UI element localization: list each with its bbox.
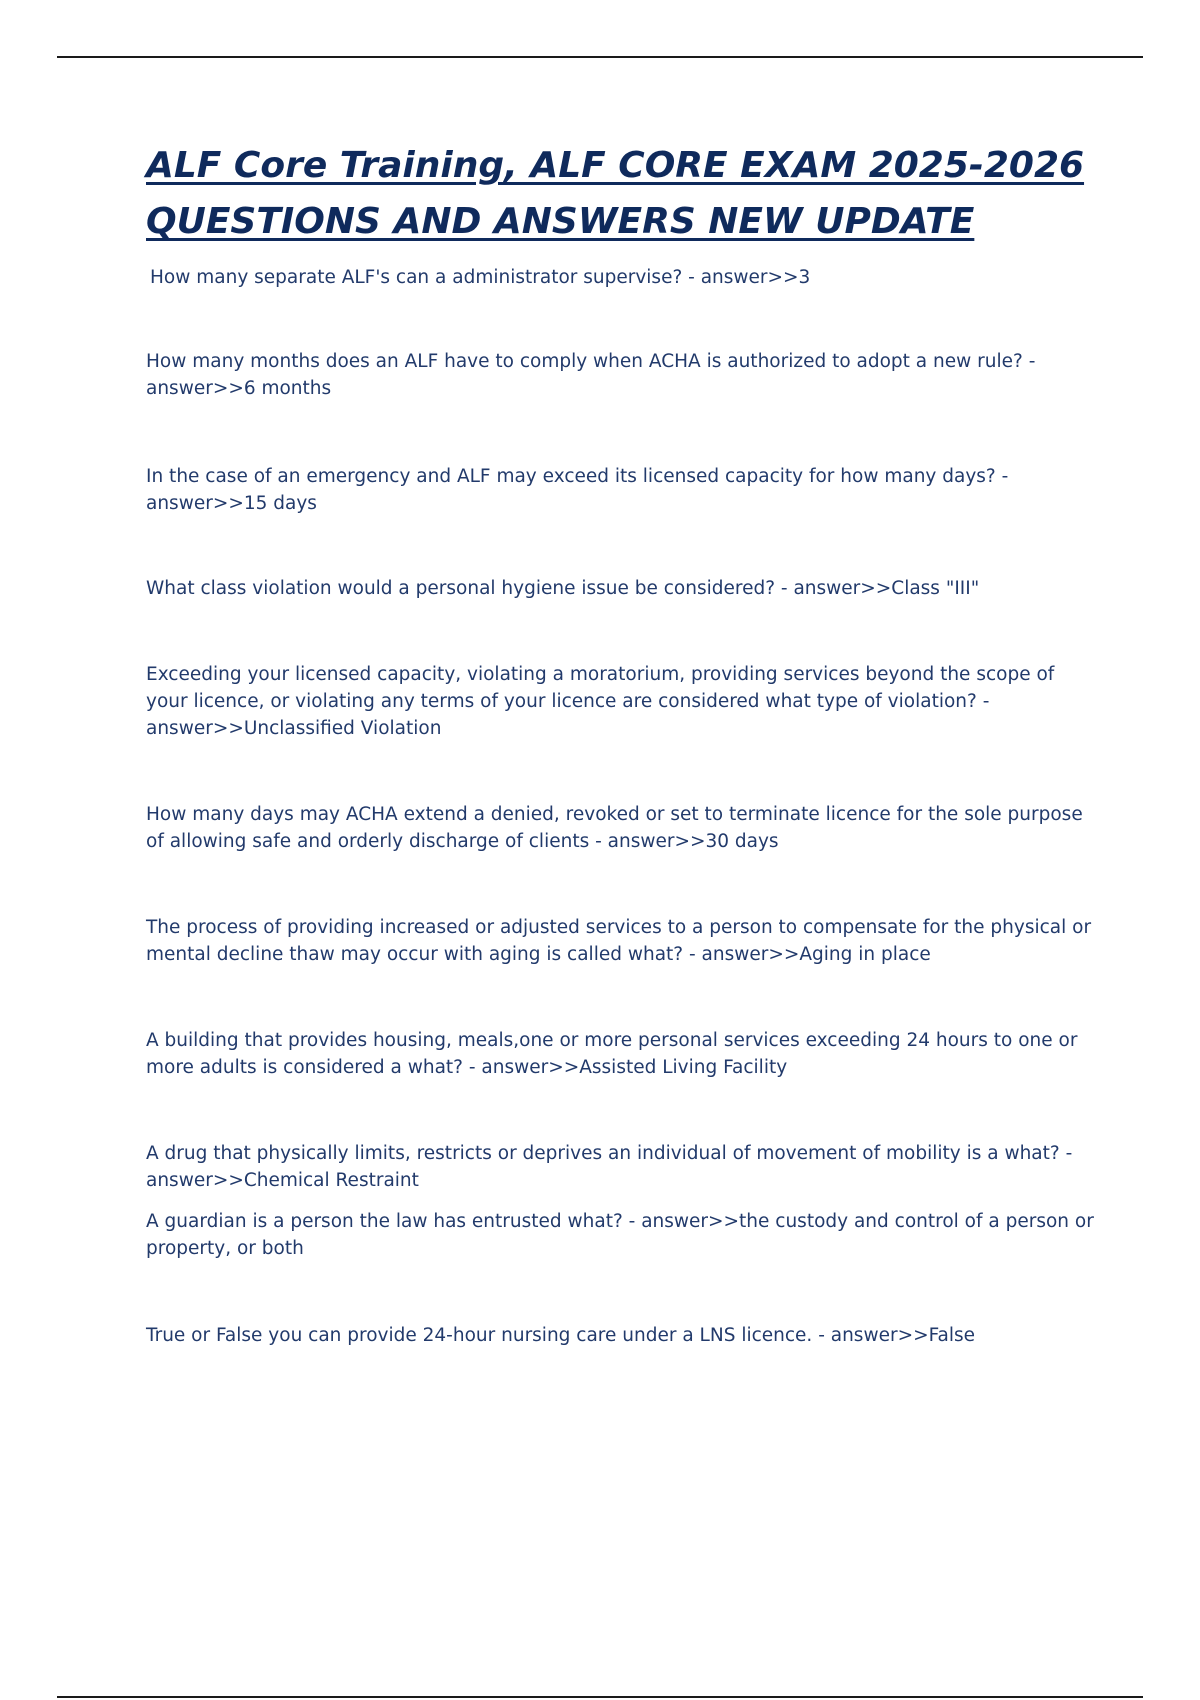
document-body <box>146 138 1096 1349</box>
bottom-rule <box>57 1696 1143 1698</box>
qa-item: How many separate ALF's can a administrator supervise? - answer>>3 <box>150 267 811 288</box>
document-title: ALF Core Training, ALF CORE EXAM 2025-2026 QUESTIONS AND ANSWERS NEW UPDATE <box>146 145 1085 242</box>
qa-item: True or False you can provide 24-hour nursing care under a LNS licence. - answer>>False <box>146 1325 976 1346</box>
qa-item: How many days may ACHA extend a denied, revoked or set to terminate licence for the sole purpose of allowing safe and orderly discharge of clients - answer>>30 days <box>146 804 1083 852</box>
qa-item: In the case of an emergency and ALF may exceed its licensed capacity for how many days? - answer>>15 days <box>146 466 1009 514</box>
top-rule <box>57 56 1143 58</box>
qa-item: The process of providing increased or adjusted services to a person to compensate for the physical or mental decline thaw may occur with aging is called what? - answer>>Aging in place <box>146 917 1092 965</box>
qa-item: What class violation would a personal hygiene issue be considered? - answer>>Class "III" <box>146 578 980 599</box>
qa-item: How many months does an ALF have to comply when ACHA is authorized to adopt a new rule? - answer>>6 months <box>146 351 1036 399</box>
qa-item: A drug that physically limits, restricts or deprives an individual of movement of mobility is a what? - answer>>Chemical Restraint <box>146 1143 1073 1191</box>
qa-item: Exceeding your licensed capacity, violating a moratorium, providing services beyond the scope of your licence, or violating any terms of your licence are considered what type of violation? - answer>>Unclassified Violation <box>146 664 1055 739</box>
qa-item: A guardian is a person the law has entrusted what? - answer>>the custody and control of a person or property, or both <box>146 1211 1094 1259</box>
qa-item: A building that provides housing, meals,one or more personal services exceeding 24 hours to one or more adults is considered a what? - answer>>Assisted Living Facility <box>146 1030 1078 1078</box>
